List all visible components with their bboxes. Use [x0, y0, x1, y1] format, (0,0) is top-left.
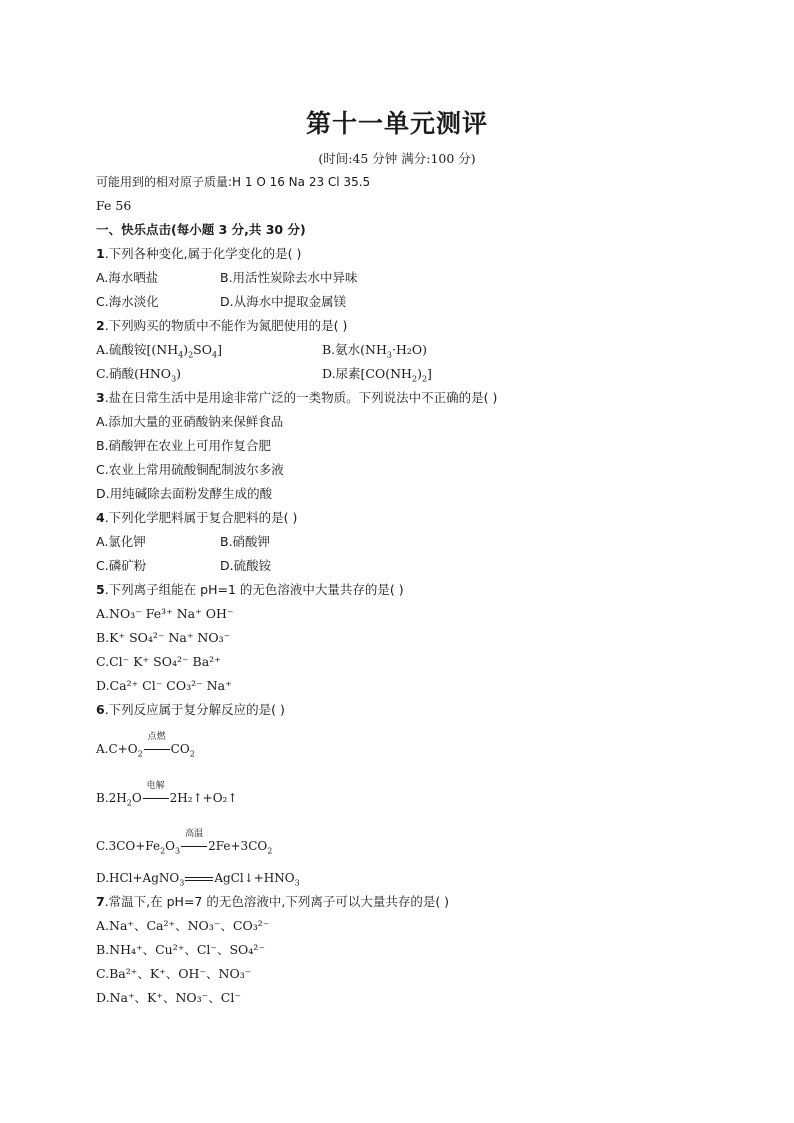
q7-option-b: B.NH₄⁺、Cu²⁺、Cl⁻、SO₄²⁻ — [96, 942, 265, 957]
q6-option-a: $A.C+O_2$ 点燃 $CO_2$ — [96, 732, 195, 759]
q1-option-c: C.海水淡化 — [96, 294, 159, 309]
reaction-condition: 电解 — [142, 790, 170, 806]
question-number: 7 — [96, 894, 105, 909]
q7-option-a: A.Na⁺、Ca²⁺、NO₃⁻、CO₃²⁻ — [96, 918, 270, 933]
q7-option-d: D.Na⁺、K⁺、NO₃⁻、Cl⁻ — [96, 990, 241, 1005]
question-2-stem — [96, 318, 347, 334]
q5-option-b: B.K⁺ SO₄²⁻ Na⁺ NO₃⁻ — [96, 630, 231, 645]
q4-option-b: B.硝酸钾 — [220, 534, 271, 549]
question-number: 3 — [96, 390, 105, 405]
question-number: 4 — [96, 510, 105, 525]
question-4-stem — [96, 510, 297, 526]
question-text: .盐在日常生活中是用途非常广泛的一类物质。下列说法中不正确的是( ) — [104, 390, 498, 405]
q4-option-d: D.硫酸铵 — [220, 558, 272, 573]
question-text: .下列反应属于复分解反应的是( ) — [104, 702, 285, 717]
question-6-stem — [96, 702, 285, 718]
question-3-stem — [96, 390, 497, 406]
q1-option-d: D.从海水中提取金属镁 — [220, 294, 347, 309]
atomic-mass-line-2: Fe 56 — [96, 198, 132, 213]
page-title: 第十一单元测评 — [305, 109, 488, 138]
atomic-mass-line-1: 可能用到的相对原子质量:H 1 O 16 Na 23 Cl 35.5 — [96, 175, 371, 189]
q4-option-c: C.磷矿粉 — [96, 558, 147, 573]
q3-option-c: C.农业上常用硫酸铜配制波尔多液 — [96, 462, 284, 477]
q5-option-d: D.Ca²⁺ Cl⁻ CO₃²⁻ Na⁺ — [96, 678, 232, 693]
q2-option-a: A.硫酸铵$[(NH_4)_2SO_4]$ — [96, 342, 222, 360]
q2-option-c: C.硝酸$(HNO_3)$ — [96, 366, 182, 384]
question-number: 1 — [96, 246, 105, 261]
q6-option-d: D.HCl+AgNO$_3$ $AgCl↓+HNO_3$ — [96, 871, 300, 888]
question-7-stem — [96, 894, 449, 910]
q6-option-b: $B.2H_2O$ 电解 2H₂↑+O₂↑ — [96, 781, 238, 808]
section-heading: 一、快乐点击(每小题 3 分,共 30 分) — [96, 222, 306, 237]
q2-option-d: D.尿素$[CO(NH_2)_2]$ — [322, 366, 432, 384]
exam-info: (时间:45 分钟 满分:100 分) — [318, 151, 476, 166]
q3-option-a: A.添加大量的亚硝酸钠来保鲜食品 — [96, 414, 284, 429]
q2-option-b: B.氨水$(NH_3\cdot H_2O)$ — [322, 342, 427, 360]
question-number: 5 — [96, 582, 105, 597]
equals-sign — [185, 877, 213, 881]
q7-option-c: C.Ba²⁺、K⁺、OH⁻、NO₃⁻ — [96, 966, 252, 981]
question-text: .常温下,在 pH=7 的无色溶液中,下列离子可以大量共存的是( ) — [104, 894, 450, 909]
question-number: 2 — [96, 318, 105, 333]
question-text: .下列购买的物质中不能作为氮肥使用的是( ) — [104, 318, 348, 333]
question-text: .下列离子组能在 pH=1 的无色溶液中大量共存的是( ) — [104, 582, 404, 597]
q5-option-c: C.Cl⁻ K⁺ SO₄²⁻ Ba²⁺ — [96, 654, 221, 669]
q1-option-b: B.用活性炭除去水中异味 — [220, 270, 358, 285]
question-text: .下列化学肥料属于复合肥料的是( ) — [104, 510, 298, 525]
question-5-stem — [96, 582, 404, 598]
q4-option-a: A.氯化钾 — [96, 534, 146, 549]
reaction-condition: 点燃 — [143, 741, 171, 757]
question-number: 6 — [96, 702, 105, 717]
q1-option-a: A.海水晒盐 — [96, 270, 159, 285]
q3-option-d: D.用纯碱除去面粉发酵生成的酸 — [96, 486, 273, 501]
q5-option-a: A.NO₃⁻ Fe³⁺ Na⁺ OH⁻ — [96, 606, 234, 621]
question-text: .下列各种变化,属于化学变化的是( ) — [104, 246, 302, 261]
q6-option-c: $C.3CO+Fe_2O_3$ 高温 $2Fe+3CO_2$ — [96, 829, 273, 856]
reaction-condition: 高温 — [180, 838, 208, 854]
q3-option-b: B.硝酸钾在农业上可用作复合肥 — [96, 438, 272, 453]
question-1-stem — [96, 246, 301, 262]
